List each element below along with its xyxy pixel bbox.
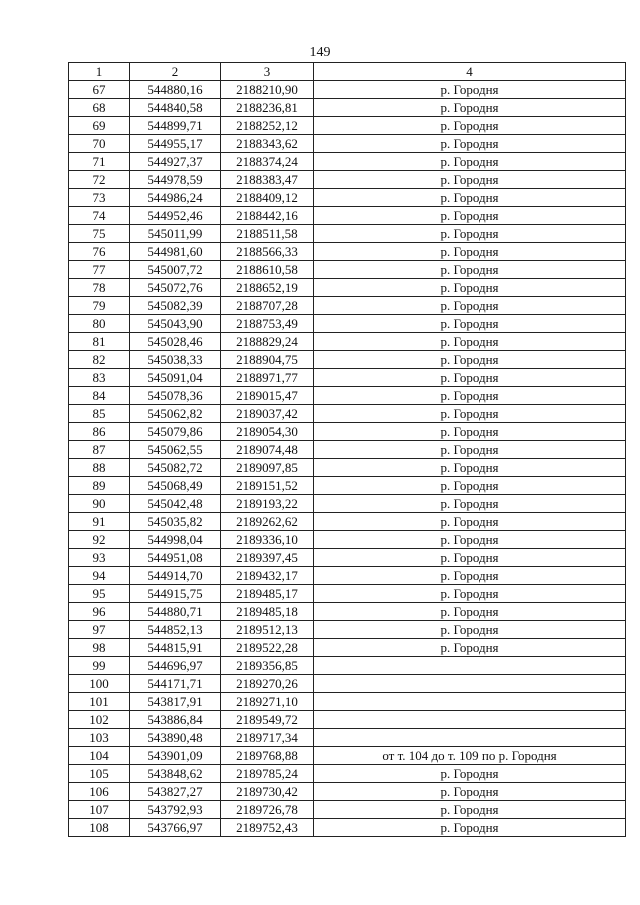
- description-cell: р. Городня: [314, 765, 626, 783]
- description-cell: р. Городня: [314, 99, 626, 117]
- y-coordinate-cell: 2189097,85: [221, 459, 314, 477]
- x-coordinate-cell: 544840,58: [130, 99, 221, 117]
- description-cell: р. Городня: [314, 819, 626, 837]
- x-coordinate-cell: 544952,46: [130, 207, 221, 225]
- x-coordinate-cell: 544927,37: [130, 153, 221, 171]
- table-row: [69, 621, 626, 639]
- table-row: [69, 135, 626, 153]
- y-coordinate-cell: 2188707,28: [221, 297, 314, 315]
- y-coordinate-cell: 2189074,48: [221, 441, 314, 459]
- description-cell: от т. 104 до т. 109 по р. Городня: [314, 747, 626, 765]
- y-coordinate-cell: 2189549,72: [221, 711, 314, 729]
- point-number-cell: 102: [69, 711, 130, 729]
- point-number-cell: 94: [69, 567, 130, 585]
- table-row: [69, 675, 626, 693]
- point-number-cell: 104: [69, 747, 130, 765]
- table-row: [69, 783, 626, 801]
- y-coordinate-cell: 2189730,42: [221, 783, 314, 801]
- table-row: [69, 315, 626, 333]
- point-number-cell: 69: [69, 117, 130, 135]
- point-number-cell: 89: [69, 477, 130, 495]
- y-coordinate-cell: 2189752,43: [221, 819, 314, 837]
- x-coordinate-cell: 544880,16: [130, 81, 221, 99]
- table-row: [69, 495, 626, 513]
- description-cell: р. Городня: [314, 387, 626, 405]
- x-coordinate-cell: 544915,75: [130, 585, 221, 603]
- y-coordinate-cell: 2189397,45: [221, 549, 314, 567]
- description-cell: р. Городня: [314, 135, 626, 153]
- table-row: [69, 819, 626, 837]
- table-row: [69, 153, 626, 171]
- x-coordinate-cell: 545007,72: [130, 261, 221, 279]
- description-cell: р. Городня: [314, 495, 626, 513]
- point-number-cell: 108: [69, 819, 130, 837]
- x-coordinate-cell: 545078,36: [130, 387, 221, 405]
- table-row: [69, 189, 626, 207]
- table-row: [69, 117, 626, 135]
- table-row: [69, 81, 626, 99]
- description-cell: р. Городня: [314, 351, 626, 369]
- table-row: [69, 279, 626, 297]
- point-number-cell: 85: [69, 405, 130, 423]
- point-number-cell: 107: [69, 801, 130, 819]
- point-number-cell: 97: [69, 621, 130, 639]
- point-number-cell: 93: [69, 549, 130, 567]
- y-coordinate-cell: 2188252,12: [221, 117, 314, 135]
- table-row: [69, 657, 626, 675]
- point-number-cell: 83: [69, 369, 130, 387]
- table-row: [69, 405, 626, 423]
- y-coordinate-cell: 2189522,28: [221, 639, 314, 657]
- point-number-cell: 100: [69, 675, 130, 693]
- table-row: [69, 729, 626, 747]
- x-coordinate-cell: 545028,46: [130, 333, 221, 351]
- y-coordinate-cell: 2189512,13: [221, 621, 314, 639]
- point-number-cell: 67: [69, 81, 130, 99]
- point-number-cell: 76: [69, 243, 130, 261]
- description-cell: р. Городня: [314, 279, 626, 297]
- x-coordinate-cell: 544955,17: [130, 135, 221, 153]
- y-coordinate-cell: 2189356,85: [221, 657, 314, 675]
- y-coordinate-cell: 2189262,62: [221, 513, 314, 531]
- y-coordinate-cell: 2189151,52: [221, 477, 314, 495]
- y-coordinate-cell: 2188753,49: [221, 315, 314, 333]
- point-number-cell: 96: [69, 603, 130, 621]
- y-coordinate-cell: 2189717,34: [221, 729, 314, 747]
- description-cell: р. Городня: [314, 207, 626, 225]
- description-cell: р. Городня: [314, 801, 626, 819]
- table-row: [69, 603, 626, 621]
- y-coordinate-cell: 2189768,88: [221, 747, 314, 765]
- point-number-cell: 84: [69, 387, 130, 405]
- y-coordinate-cell: 2188236,81: [221, 99, 314, 117]
- table-row: [69, 513, 626, 531]
- description-cell: р. Городня: [314, 297, 626, 315]
- x-coordinate-cell: 543890,48: [130, 729, 221, 747]
- point-number-cell: 81: [69, 333, 130, 351]
- y-coordinate-cell: 2188971,77: [221, 369, 314, 387]
- x-coordinate-cell: 544880,71: [130, 603, 221, 621]
- table-row: [69, 369, 626, 387]
- x-coordinate-cell: 543848,62: [130, 765, 221, 783]
- point-number-cell: 71: [69, 153, 130, 171]
- x-coordinate-cell: 543901,09: [130, 747, 221, 765]
- description-cell: р. Городня: [314, 567, 626, 585]
- point-number-cell: 82: [69, 351, 130, 369]
- description-cell: р. Городня: [314, 189, 626, 207]
- point-number-cell: 70: [69, 135, 130, 153]
- point-number-cell: 73: [69, 189, 130, 207]
- y-coordinate-cell: 2188511,58: [221, 225, 314, 243]
- description-cell: [314, 711, 626, 729]
- y-coordinate-cell: 2189037,42: [221, 405, 314, 423]
- x-coordinate-cell: 544914,70: [130, 567, 221, 585]
- y-coordinate-cell: 2188652,19: [221, 279, 314, 297]
- y-coordinate-cell: 2188442,16: [221, 207, 314, 225]
- x-coordinate-cell: 544696,97: [130, 657, 221, 675]
- table-row: [69, 261, 626, 279]
- x-coordinate-cell: 545038,33: [130, 351, 221, 369]
- description-cell: [314, 675, 626, 693]
- point-number-cell: 105: [69, 765, 130, 783]
- description-cell: р. Городня: [314, 153, 626, 171]
- header-cell: 3: [221, 63, 314, 81]
- point-number-cell: 74: [69, 207, 130, 225]
- x-coordinate-cell: 545082,72: [130, 459, 221, 477]
- table-row: [69, 171, 626, 189]
- point-number-cell: 79: [69, 297, 130, 315]
- description-cell: р. Городня: [314, 603, 626, 621]
- description-cell: р. Городня: [314, 405, 626, 423]
- x-coordinate-cell: 544981,60: [130, 243, 221, 261]
- description-cell: р. Городня: [314, 783, 626, 801]
- x-coordinate-cell: 545042,48: [130, 495, 221, 513]
- y-coordinate-cell: 2188343,62: [221, 135, 314, 153]
- description-cell: р. Городня: [314, 585, 626, 603]
- y-coordinate-cell: 2189485,18: [221, 603, 314, 621]
- x-coordinate-cell: 545035,82: [130, 513, 221, 531]
- description-cell: р. Городня: [314, 639, 626, 657]
- x-coordinate-cell: 545091,04: [130, 369, 221, 387]
- header-cell: 1: [69, 63, 130, 81]
- y-coordinate-cell: 2189726,78: [221, 801, 314, 819]
- point-number-cell: 95: [69, 585, 130, 603]
- header-cell: 4: [314, 63, 626, 81]
- description-cell: р. Городня: [314, 423, 626, 441]
- y-coordinate-cell: 2189270,26: [221, 675, 314, 693]
- table-row: [69, 693, 626, 711]
- y-coordinate-cell: 2189271,10: [221, 693, 314, 711]
- y-coordinate-cell: 2188610,58: [221, 261, 314, 279]
- point-number-cell: 99: [69, 657, 130, 675]
- table-row: [69, 207, 626, 225]
- description-cell: р. Городня: [314, 459, 626, 477]
- y-coordinate-cell: 2188904,75: [221, 351, 314, 369]
- y-coordinate-cell: 2189336,10: [221, 531, 314, 549]
- point-number-cell: 87: [69, 441, 130, 459]
- x-coordinate-cell: 545062,55: [130, 441, 221, 459]
- x-coordinate-cell: 544852,13: [130, 621, 221, 639]
- table-row: [69, 225, 626, 243]
- table-row: [69, 297, 626, 315]
- description-cell: р. Городня: [314, 315, 626, 333]
- point-number-cell: 106: [69, 783, 130, 801]
- x-coordinate-cell: 544171,71: [130, 675, 221, 693]
- x-coordinate-cell: 544986,24: [130, 189, 221, 207]
- table-row: [69, 567, 626, 585]
- description-cell: р. Городня: [314, 243, 626, 261]
- x-coordinate-cell: 545072,76: [130, 279, 221, 297]
- table-row: [69, 351, 626, 369]
- y-coordinate-cell: 2188210,90: [221, 81, 314, 99]
- table-row: [69, 585, 626, 603]
- description-cell: р. Городня: [314, 513, 626, 531]
- x-coordinate-cell: 544899,71: [130, 117, 221, 135]
- description-cell: р. Городня: [314, 225, 626, 243]
- y-coordinate-cell: 2188409,12: [221, 189, 314, 207]
- point-number-cell: 68: [69, 99, 130, 117]
- description-cell: р. Городня: [314, 441, 626, 459]
- point-number-cell: 101: [69, 693, 130, 711]
- point-number-cell: 86: [69, 423, 130, 441]
- table-row: [69, 747, 626, 765]
- table-row: [69, 765, 626, 783]
- table-row: [69, 549, 626, 567]
- table-body: [69, 81, 626, 837]
- y-coordinate-cell: 2189193,22: [221, 495, 314, 513]
- table-row: [69, 423, 626, 441]
- table-row: [69, 441, 626, 459]
- description-cell: [314, 693, 626, 711]
- page-number: 149: [309, 45, 331, 60]
- y-coordinate-cell: 2188829,24: [221, 333, 314, 351]
- description-cell: р. Городня: [314, 261, 626, 279]
- table-row: [69, 477, 626, 495]
- y-coordinate-cell: 2189432,17: [221, 567, 314, 585]
- description-cell: р. Городня: [314, 477, 626, 495]
- header-cell: 2: [130, 63, 221, 81]
- table-row: [69, 711, 626, 729]
- x-coordinate-cell: 545082,39: [130, 297, 221, 315]
- point-number-cell: 80: [69, 315, 130, 333]
- x-coordinate-cell: 543792,93: [130, 801, 221, 819]
- x-coordinate-cell: 545062,82: [130, 405, 221, 423]
- x-coordinate-cell: 544998,04: [130, 531, 221, 549]
- x-coordinate-cell: 543827,27: [130, 783, 221, 801]
- description-cell: р. Городня: [314, 369, 626, 387]
- x-coordinate-cell: 544815,91: [130, 639, 221, 657]
- y-coordinate-cell: 2188566,33: [221, 243, 314, 261]
- description-cell: р. Городня: [314, 171, 626, 189]
- x-coordinate-cell: 545068,49: [130, 477, 221, 495]
- y-coordinate-cell: 2189785,24: [221, 765, 314, 783]
- y-coordinate-cell: 2189015,47: [221, 387, 314, 405]
- table-row: [69, 639, 626, 657]
- table-row: [69, 801, 626, 819]
- point-number-cell: 75: [69, 225, 130, 243]
- table-row: [69, 531, 626, 549]
- point-number-cell: 92: [69, 531, 130, 549]
- y-coordinate-cell: 2188383,47: [221, 171, 314, 189]
- x-coordinate-cell: 544951,08: [130, 549, 221, 567]
- table-row: [69, 99, 626, 117]
- x-coordinate-cell: 543817,91: [130, 693, 221, 711]
- point-number-cell: 77: [69, 261, 130, 279]
- description-cell: р. Городня: [314, 531, 626, 549]
- x-coordinate-cell: 545011,99: [130, 225, 221, 243]
- table-row: [69, 459, 626, 477]
- point-number-cell: 88: [69, 459, 130, 477]
- table-row: [69, 333, 626, 351]
- description-cell: р. Городня: [314, 333, 626, 351]
- x-coordinate-cell: 544978,59: [130, 171, 221, 189]
- point-number-cell: 103: [69, 729, 130, 747]
- x-coordinate-cell: 545079,86: [130, 423, 221, 441]
- coordinates-table: [68, 62, 626, 837]
- table-header-row: [69, 63, 626, 81]
- point-number-cell: 90: [69, 495, 130, 513]
- description-cell: [314, 729, 626, 747]
- point-number-cell: 98: [69, 639, 130, 657]
- y-coordinate-cell: 2188374,24: [221, 153, 314, 171]
- point-number-cell: 91: [69, 513, 130, 531]
- x-coordinate-cell: 545043,90: [130, 315, 221, 333]
- y-coordinate-cell: 2189485,17: [221, 585, 314, 603]
- description-cell: р. Городня: [314, 81, 626, 99]
- description-cell: р. Городня: [314, 621, 626, 639]
- description-cell: р. Городня: [314, 117, 626, 135]
- x-coordinate-cell: 543766,97: [130, 819, 221, 837]
- table-row: [69, 387, 626, 405]
- x-coordinate-cell: 543886,84: [130, 711, 221, 729]
- description-cell: р. Городня: [314, 549, 626, 567]
- description-cell: [314, 657, 626, 675]
- point-number-cell: 72: [69, 171, 130, 189]
- y-coordinate-cell: 2189054,30: [221, 423, 314, 441]
- table-row: [69, 243, 626, 261]
- point-number-cell: 78: [69, 279, 130, 297]
